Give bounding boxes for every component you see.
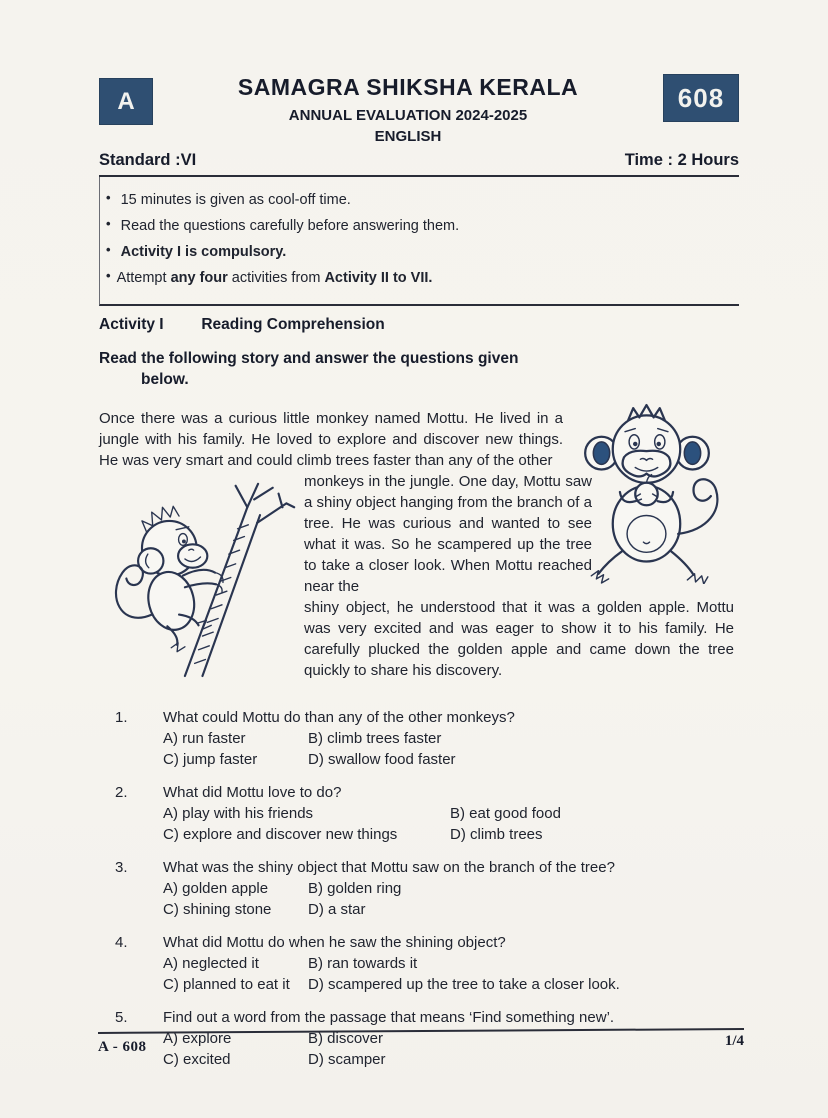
version-badge: A (99, 78, 153, 125)
question-text: What was the shiny object that Mottu saw on the branch of the tree? (163, 858, 615, 876)
instruction-text: activities from (227, 270, 325, 286)
option-b: B) eat good food (450, 804, 561, 822)
question-text: What could Mottu do than any of the other monkeys? (163, 708, 515, 726)
question-number: 1. (115, 708, 128, 726)
question-number: 3. (115, 858, 128, 876)
option-a: A) explore (163, 1029, 232, 1047)
header (99, 74, 739, 145)
subject-name: ENGLISH (374, 128, 442, 145)
option-c: C) explore and discover new things (163, 825, 398, 843)
page-number: 1/4 (724, 1033, 744, 1049)
bullet-icon: • (106, 190, 111, 205)
passage-text: shiny object, he understood that it was a golden apple. Mottu was very excited and was eager to show it to his family. He carefully plucked the golden apple and came down the tree quickly to share his discovery. (304, 598, 734, 679)
monkey-sitting-illustration (562, 400, 732, 584)
paper-code-badge: 608 (663, 74, 739, 122)
option-a: A) run faster (163, 729, 246, 747)
direction-line: Read the following story and answer the questions given (99, 350, 519, 367)
reading-passage (99, 408, 739, 684)
option-a: A) play with his friends (163, 804, 314, 822)
title-stack (153, 74, 663, 145)
option-c: C) shining stone (163, 900, 272, 918)
question-2 (99, 782, 739, 845)
question-number: 2. (115, 783, 128, 801)
exam-subtitle: ANNUAL EVALUATION 2024-2025 (288, 107, 528, 124)
option-d: D) a star (308, 900, 366, 918)
instruction-text: Read the questions carefully before answering them. (120, 218, 460, 234)
question-1 (99, 707, 739, 770)
instruction-item (106, 242, 739, 260)
standard-label: Standard :VI (99, 151, 197, 169)
question-number: 4. (115, 933, 128, 951)
activity-name: Reading Comprehension (201, 316, 385, 333)
question-3 (99, 857, 739, 920)
instruction-text-bold: Activity II to VII. (324, 270, 433, 286)
option-d: D) scamper (308, 1050, 386, 1068)
option-d: D) swallow food faster (308, 750, 456, 768)
monkey-climbing-illustration (99, 478, 303, 678)
passage-text: monkeys in the jungle. One day, Mottu saw a shiny object hanging from the branch of a tree. He was curious and wanted to see what it was. So he scampered up the tree to take a closer look. When Mottu reached near the (304, 472, 592, 595)
instruction-text-bold: any four (170, 270, 228, 286)
bullet-icon: • (106, 268, 111, 283)
instruction-text: Activity I is compulsory. (120, 244, 287, 260)
activity-label: Activity I (99, 316, 164, 333)
general-instructions (99, 177, 739, 306)
option-d: D) scampered up the tree to take a closer look. (308, 975, 620, 993)
option-a: A) neglected it (163, 954, 259, 972)
reading-directions (99, 349, 739, 391)
option-b: B) discover (308, 1029, 384, 1047)
instruction-item (106, 216, 739, 234)
option-b: B) ran towards it (308, 954, 418, 972)
question-number: 5. (115, 1008, 128, 1026)
question-4 (99, 932, 739, 995)
time-label: Time : 2 Hours (624, 151, 739, 169)
activity-heading (99, 316, 739, 334)
option-b: B) climb trees faster (308, 729, 442, 747)
instruction-item (106, 268, 739, 286)
question-text: Find out a word from the passage that means ‘Find something new’. (163, 1008, 615, 1026)
option-a: A) golden apple (163, 879, 269, 897)
page-title: SAMAGRA SHIKSHA KERALA (237, 74, 579, 100)
bullet-icon: • (106, 216, 111, 231)
option-b: B) golden ring (308, 879, 402, 897)
instruction-item (106, 190, 739, 208)
instruction-text: 15 minutes is given as cool-off time. (120, 192, 351, 208)
option-c: C) excited (163, 1050, 231, 1068)
footer-paper-code: A - 608 (98, 1039, 147, 1055)
standard-time-row (99, 151, 739, 177)
question-text: What did Mottu do when he saw the shining object? (163, 933, 506, 951)
question-list (99, 707, 739, 1070)
direction-line: below. (141, 370, 189, 388)
question-text: What did Mottu love to do? (163, 783, 342, 801)
bullet-icon: • (106, 242, 111, 257)
page-footer (98, 1030, 744, 1056)
option-d: D) climb trees (450, 825, 543, 843)
option-c: C) jump faster (163, 750, 258, 768)
passage-text: Once there was a curious little monkey named Mottu. He lived in a jungle with his family. He loved to explore and discover new things. He was very smart and could climb trees faster than any of the other (99, 409, 563, 469)
instruction-text: Attempt (116, 270, 171, 286)
option-c: C) planned to eat it (163, 975, 290, 993)
